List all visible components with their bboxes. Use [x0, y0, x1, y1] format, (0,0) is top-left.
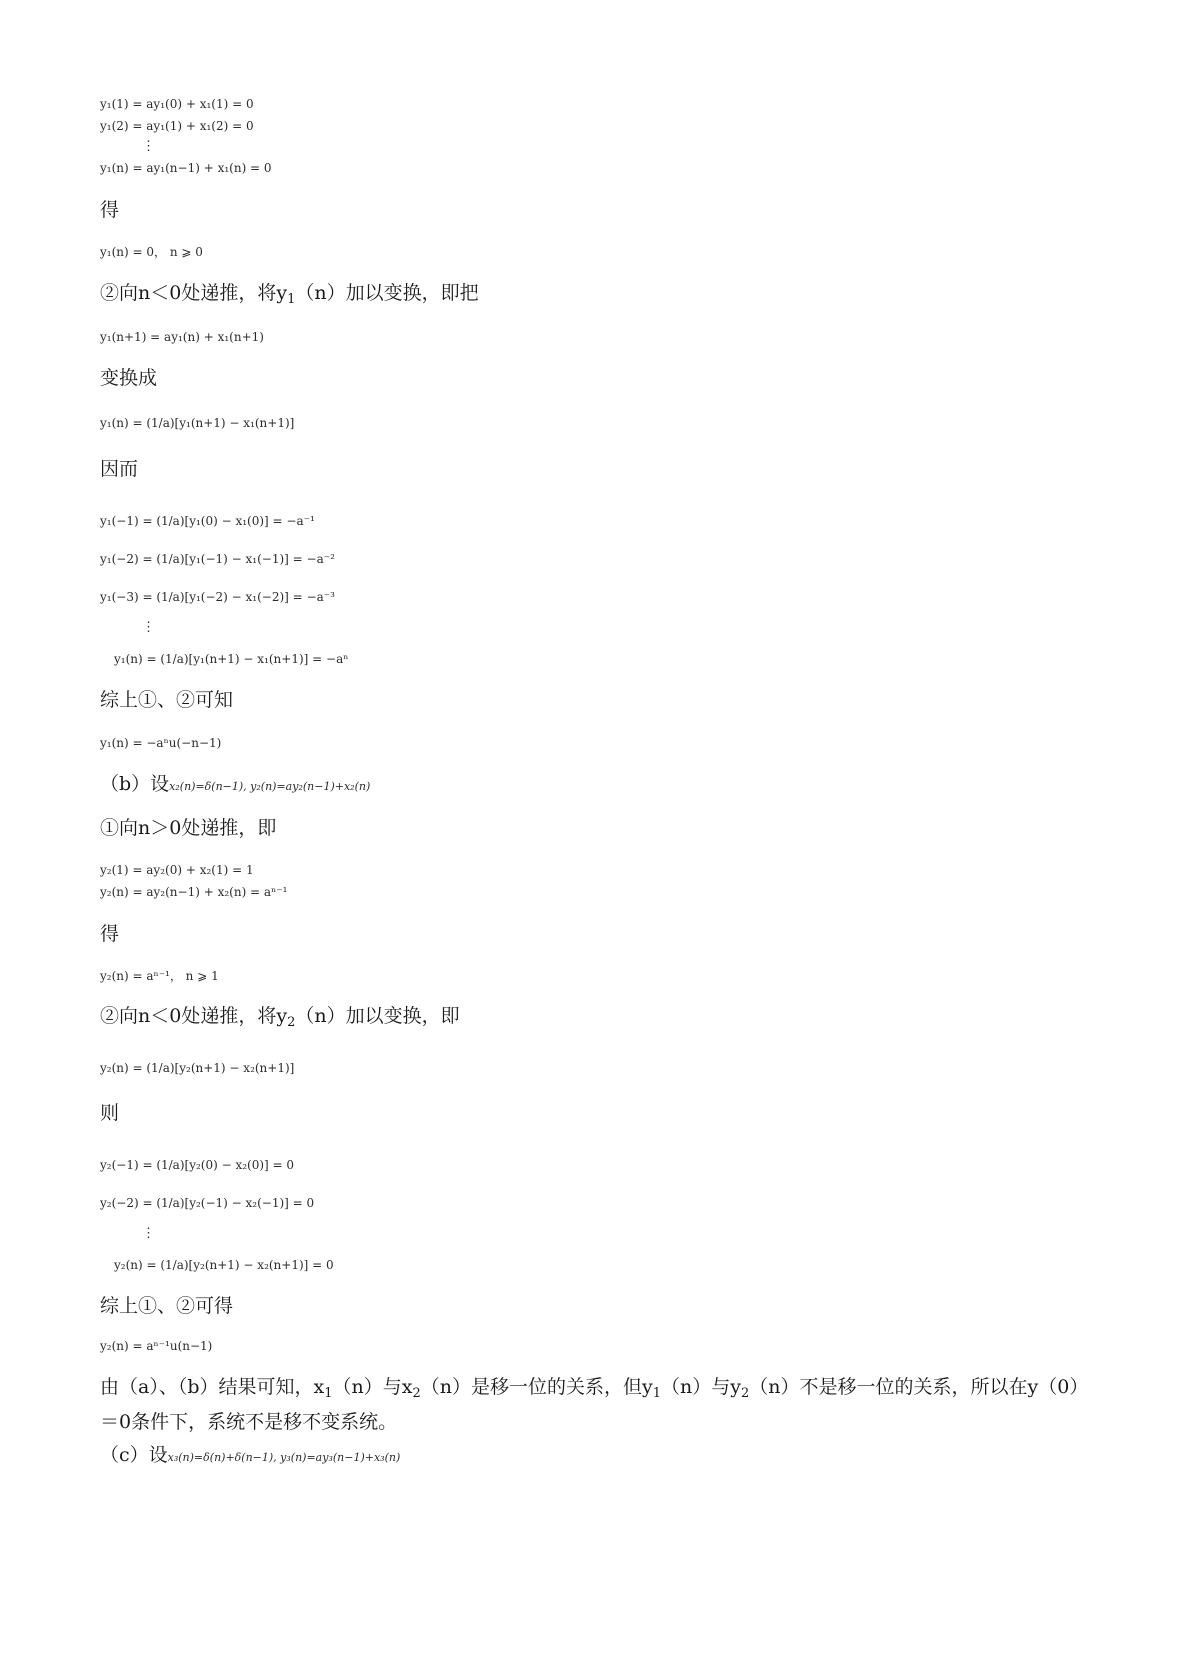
ellipsis-vertical: ⋮ — [142, 1226, 155, 1241]
equation-line: y₁(n) = ay₁(n−1) + x₁(n) = 0 — [100, 161, 272, 175]
paragraph-part-b: （b）设x₂(n)=δ(n−1), y₂(n)=ay₂(n−1)+x₂(n) — [100, 773, 371, 795]
paragraph-summary: 综上①、②可得 — [100, 1295, 234, 1317]
equation-y2-positive: y₂(n) = aⁿ⁻¹， n ⩾ 1 — [100, 969, 219, 983]
equation-line: y₂(1) = ay₂(0) + x₂(1) = 1 — [100, 863, 254, 877]
equation-block-y2-backward — [100, 1146, 334, 1284]
paragraph-text: 变换成 — [100, 367, 158, 389]
equation-y1-zero: y₁(n) = 0， n ⩾ 0 — [100, 245, 203, 259]
equation-y1-final: y₁(n) = −aⁿu(−n−1) — [100, 736, 222, 750]
equation-line: y₁(−2) = (1/a)[y₁(−1) − x₁(−1)] = −a⁻² — [100, 552, 335, 566]
equation-block-y1-forward — [100, 93, 272, 179]
inline-equation: x₂(n)=δ(n−1), y₂(n)=ay₂(n−1)+x₂(n) — [169, 780, 371, 793]
equation-line: y₂(−2) = (1/a)[y₂(−1) − x₂(−1)] = 0 — [100, 1196, 315, 1210]
paragraph-text: 得 — [100, 923, 120, 945]
paragraph-summary: 综上①、②可知 — [100, 689, 234, 711]
inline-equation: x₃(n)=δ(n)+δ(n−1), y₃(n)=ay₃(n−1)+x₃(n) — [167, 1451, 401, 1464]
equation-block-y2-forward — [100, 859, 287, 903]
equation-line: y₂(n) = (1/a)[y₂(n+1) − x₂(n+1)] = 0 — [114, 1258, 334, 1272]
equation-line: y₂(−1) = (1/a)[y₂(0) − x₂(0)] = 0 — [100, 1158, 295, 1172]
equation-line: y₁(−3) = (1/a)[y₁(−2) − x₁(−2)] = −a⁻³ — [100, 590, 335, 604]
equation-y1-recursion: y₁(n+1) = ay₁(n) + x₁(n+1) — [100, 330, 264, 344]
equation-block-y1-backward — [100, 502, 348, 678]
paragraph-step2: ②向n＜0处递推，将$y_1(n)$加以变换，即把 — [100, 282, 479, 307]
paragraph-text: 则 — [100, 1102, 120, 1124]
equation-line: y₁(n) = (1/a)[y₁(n+1) − x₁(n+1)] = −aⁿ — [114, 652, 349, 666]
equation-y2-inverse: y₂(n) = (1/a)[y₂(n+1) − x₂(n+1)] — [100, 1061, 295, 1075]
paragraph-text: ①向n＞0处递推，即 — [100, 817, 277, 839]
equation-y1-inverse: y₁(n) = (1/a)[y₁(n+1) − x₁(n+1)] — [100, 416, 295, 430]
equation-line: y₁(1) = ay₁(0) + x₁(1) = 0 — [100, 97, 254, 111]
paragraph-text: 因而 — [100, 458, 139, 480]
ellipsis-vertical: ⋮ — [142, 620, 155, 635]
paragraph-conclusion: 由（a）、（b）结果可知，$x_1(n)$与$x_2(n)$是移一位的关系，但$y_1(n)$与$y_2(n)$不是移一位的关系，所以在y（0）＝0条件下，系统不是移不变系统。 — [100, 1376, 1079, 1433]
paragraph-step2-b: ②向n＜0处递推，将$y_2(n)$加以变换，即 — [100, 1005, 460, 1030]
paragraph-text: 得 — [100, 199, 120, 221]
equation-y2-final: y₂(n) = aⁿ⁻¹u(n−1) — [100, 1339, 213, 1353]
paragraph-part-c: （c）设x₃(n)=δ(n)+δ(n−1), y₃(n)=ay₃(n−1)+x₃(n) — [100, 1444, 401, 1466]
equation-line: y₂(n) = ay₂(n−1) + x₂(n) = aⁿ⁻¹ — [100, 885, 288, 899]
ellipsis-vertical: ⋮ — [142, 139, 155, 154]
equation-line: y₁(2) = ay₁(1) + x₁(2) = 0 — [100, 119, 254, 133]
equation-line: y₁(−1) = (1/a)[y₁(0) − x₁(0)] = −a⁻¹ — [100, 514, 315, 528]
